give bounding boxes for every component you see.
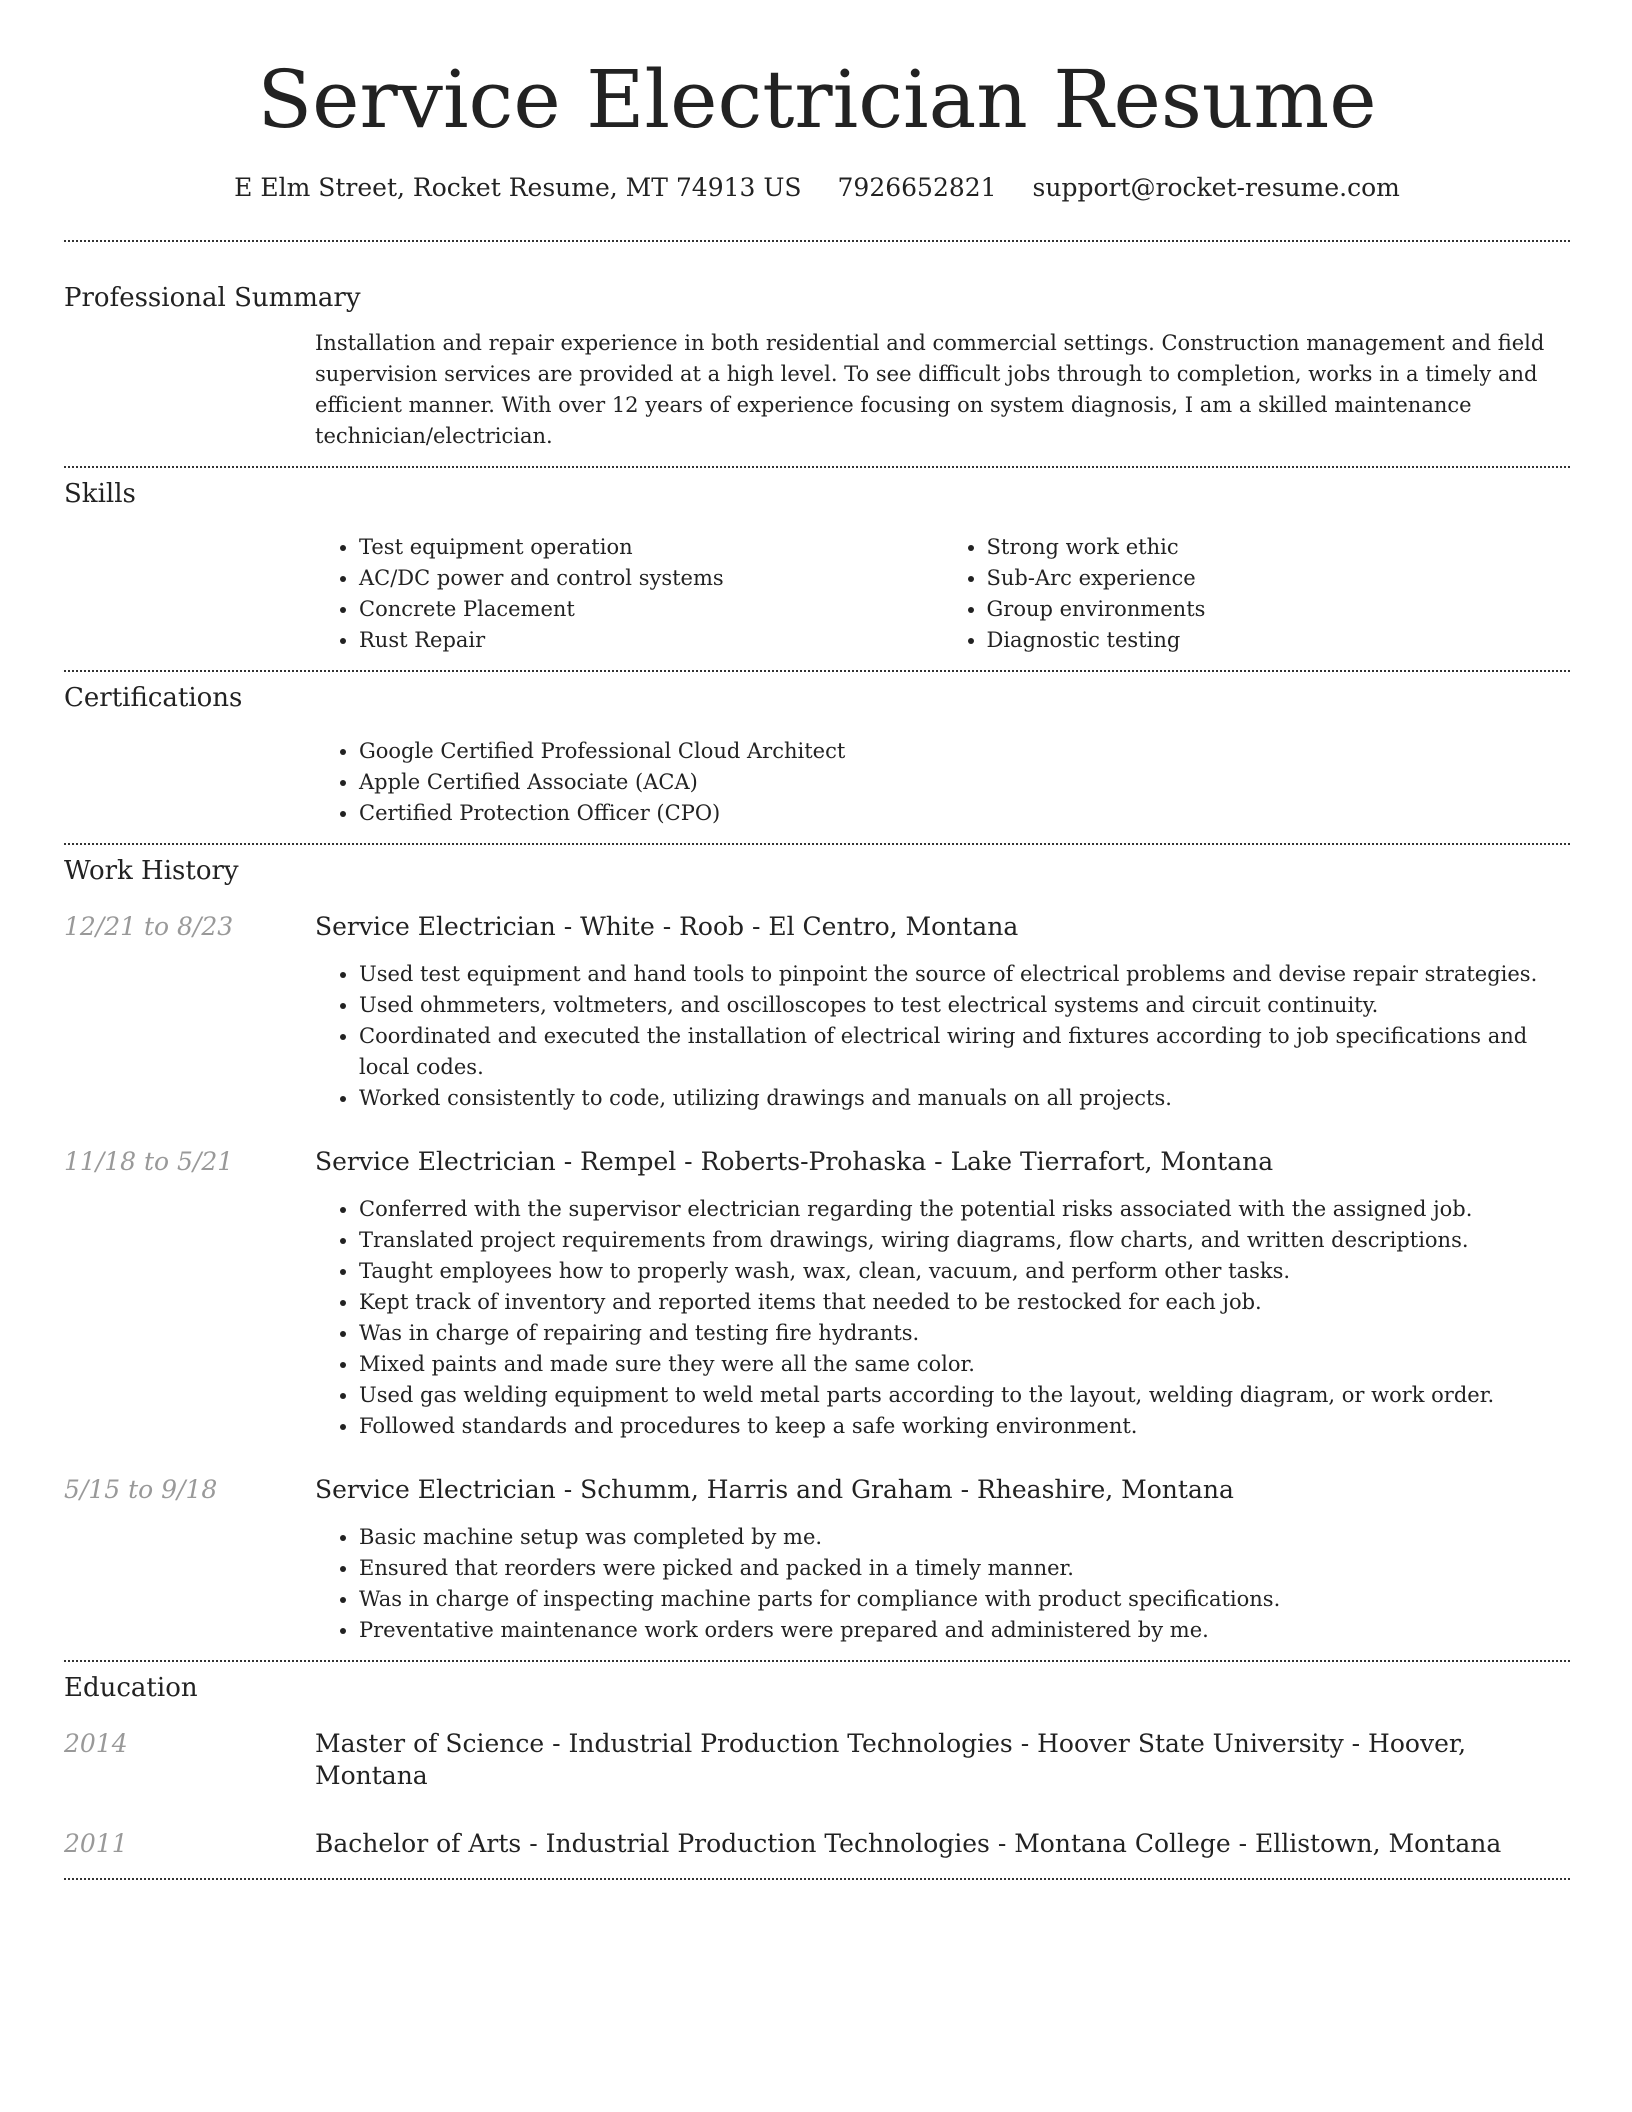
certifications-content bbox=[315, 736, 1570, 843]
job-header bbox=[64, 1474, 1570, 1506]
skills-grid bbox=[315, 532, 1570, 670]
list-item: • Strong work ethic bbox=[987, 532, 1571, 563]
job-duties-list bbox=[315, 1194, 1570, 1442]
education-entry bbox=[64, 1728, 1570, 1792]
skills-list-left bbox=[315, 532, 943, 656]
job-duties bbox=[315, 1522, 1570, 1646]
list-item: • Certified Protection Officer (CPO) bbox=[359, 798, 1570, 829]
section-title-skills: Skills bbox=[64, 479, 136, 509]
list-item: • Apple Certified Associate (ACA) bbox=[359, 767, 1570, 798]
list-item: • Diagnostic testing bbox=[987, 625, 1571, 656]
list-item: • Google Certified Professional Cloud Architect bbox=[359, 736, 1570, 767]
summary-section bbox=[64, 242, 1570, 466]
education-entry bbox=[64, 1828, 1570, 1860]
summary-content bbox=[315, 328, 1570, 466]
list-item: • Sub-Arc experience bbox=[987, 563, 1571, 594]
job-entry bbox=[64, 911, 1570, 1114]
work-section bbox=[64, 845, 1570, 1660]
contact-line bbox=[64, 172, 1570, 204]
skills-list-right bbox=[943, 532, 1571, 656]
list-item: • Taught employees how to properly wash, wax, clean, vacuum, and perform other tasks. bbox=[359, 1256, 1570, 1287]
job-date: 11/18 to 5/21 bbox=[64, 1147, 234, 1176]
education-title: Master of Science - Industrial Production Technologies - Hoover State University - Hoover, Montana bbox=[315, 1729, 1467, 1790]
divider bbox=[64, 1878, 1570, 1880]
job-duties bbox=[315, 959, 1570, 1114]
list-item: • Coordinated and executed the installation of electrical wiring and fixtures according to job specifications and local codes. bbox=[359, 1021, 1570, 1083]
job-date: 5/15 to 9/18 bbox=[64, 1475, 218, 1504]
skills-section bbox=[64, 468, 1570, 670]
list-item: • Basic machine setup was completed by me. bbox=[359, 1522, 1570, 1553]
list-item: • Mixed paints and made sure they were all the same color. bbox=[359, 1349, 1570, 1380]
certifications-section bbox=[64, 672, 1570, 843]
section-title-education: Education bbox=[64, 1673, 198, 1703]
resume-page bbox=[64, 0, 1570, 1880]
list-item: • Used gas welding equipment to weld metal parts according to the layout, welding diagram, or work order. bbox=[359, 1380, 1570, 1411]
job-entry bbox=[64, 1474, 1570, 1660]
list-item: • Worked consistently to code, utilizing drawings and manuals on all projects. bbox=[359, 1083, 1570, 1114]
list-item: • Kept track of inventory and reported items that needed to be restocked for each job. bbox=[359, 1287, 1570, 1318]
education-date: 2011 bbox=[64, 1829, 128, 1858]
job-duties bbox=[315, 1194, 1570, 1442]
list-item: • Test equipment operation bbox=[359, 532, 943, 563]
contact-email: support@rocket-resume.com bbox=[1032, 173, 1400, 202]
job-title: Service Electrician - Schumm, Harris and Graham - Rheashire, Montana bbox=[315, 1475, 1234, 1504]
list-item: • Was in charge of repairing and testing fire hydrants. bbox=[359, 1318, 1570, 1349]
job-entry bbox=[64, 1146, 1570, 1442]
list-item: • Followed standards and procedures to keep a safe working environment. bbox=[359, 1411, 1570, 1442]
list-item: • Used ohmmeters, voltmeters, and oscilloscopes to test electrical systems and circuit continuity. bbox=[359, 990, 1570, 1021]
job-duties-list bbox=[315, 959, 1570, 1114]
list-item: • Translated project requirements from drawings, wiring diagrams, flow charts, and written descriptions. bbox=[359, 1225, 1570, 1256]
certifications-list bbox=[315, 736, 1570, 829]
section-title-certifications: Certifications bbox=[64, 683, 243, 713]
list-item: • Concrete Placement bbox=[359, 594, 943, 625]
list-item: • Preventative maintenance work orders were prepared and administered by me. bbox=[359, 1615, 1570, 1646]
list-item: • Group environments bbox=[987, 594, 1571, 625]
job-date: 12/21 to 8/23 bbox=[64, 912, 234, 941]
education-section bbox=[64, 1662, 1570, 1878]
list-item: • Ensured that reorders were picked and packed in a timely manner. bbox=[359, 1553, 1570, 1584]
list-item: • Used test equipment and hand tools to pinpoint the source of electrical problems and devise repair strategies. bbox=[359, 959, 1570, 990]
job-header bbox=[64, 1146, 1570, 1178]
education-title: Bachelor of Arts - Industrial Production Technologies - Montana College - Ellistown, Montana bbox=[315, 1829, 1502, 1858]
list-item: • AC/DC power and control systems bbox=[359, 563, 943, 594]
contact-address: E Elm Street, Rocket Resume, MT 74913 US bbox=[234, 173, 802, 202]
job-title: Service Electrician - Rempel - Roberts-Prohaska - Lake Tierrafort, Montana bbox=[315, 1147, 1274, 1176]
section-title-work: Work History bbox=[64, 856, 239, 886]
list-item: • Rust Repair bbox=[359, 625, 943, 656]
section-title-summary: Professional Summary bbox=[64, 283, 361, 313]
job-title: Service Electrician - White - Roob - El Centro, Montana bbox=[315, 912, 1019, 941]
job-header bbox=[64, 911, 1570, 943]
summary-text: Installation and repair experience in both residential and commercial settings. Construction management and field supervision services are provided at a high level. To see difficult jobs through to completion, works in a timely and efficient manner. With over 12 years of experience focusing on system diagnosis, I am a skilled maintenance technician/electrician. bbox=[315, 331, 1545, 448]
list-item: • Conferred with the supervisor electrician regarding the potential risks associated with the assigned job. bbox=[359, 1194, 1570, 1225]
education-date: 2014 bbox=[64, 1729, 128, 1758]
list-item: • Was in charge of inspecting machine parts for compliance with product specifications. bbox=[359, 1584, 1570, 1615]
contact-phone: 7926652821 bbox=[837, 173, 997, 202]
job-duties-list bbox=[315, 1522, 1570, 1646]
resume-title: Service Electrician Resume bbox=[257, 53, 1377, 146]
